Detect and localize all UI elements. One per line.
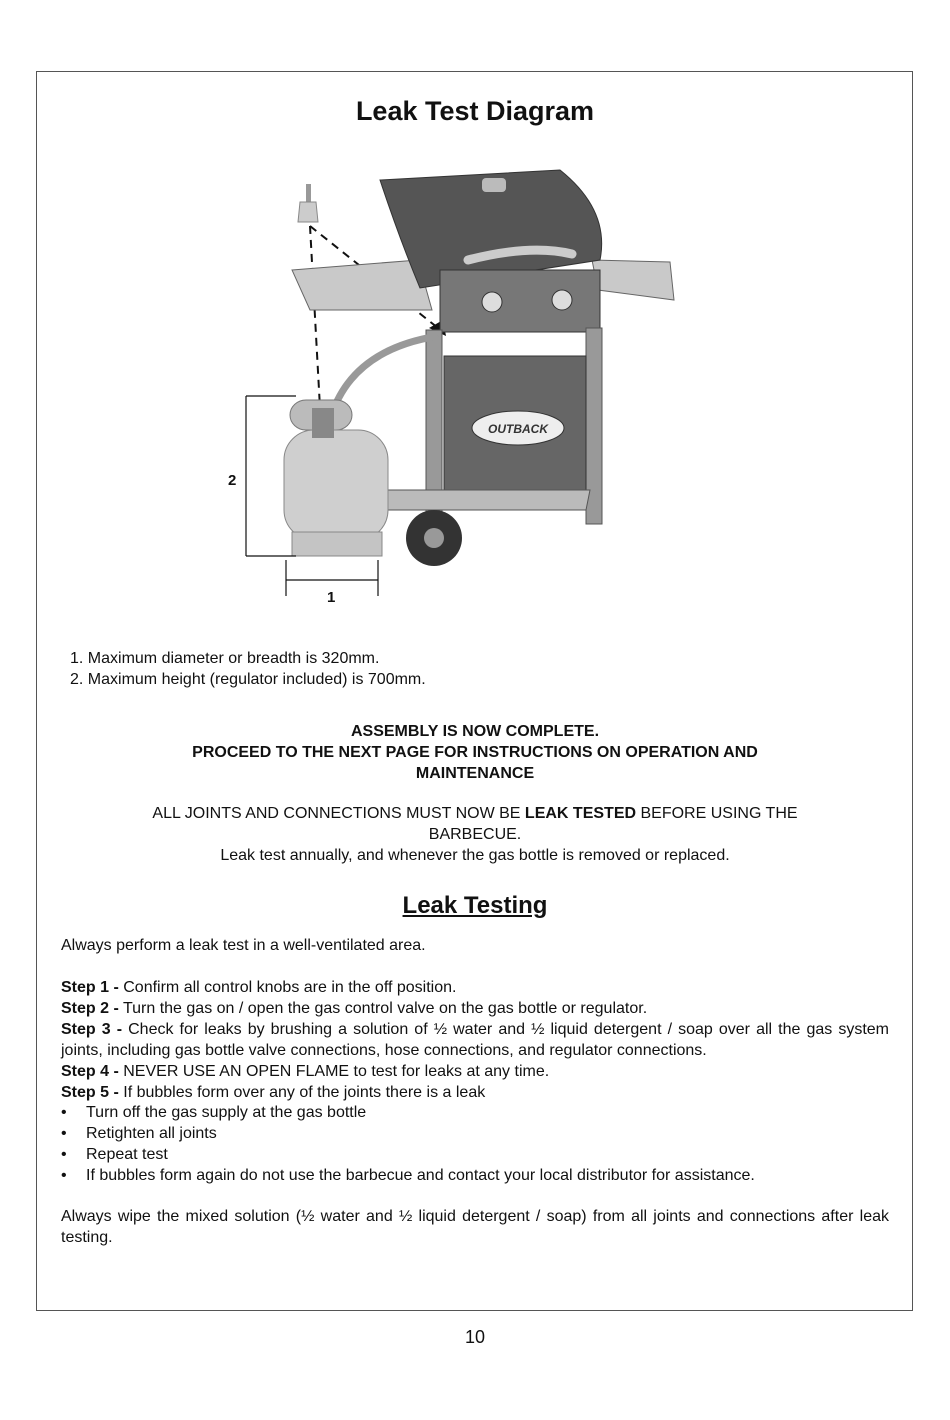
notice-line: PROCEED TO THE NEXT PAGE FOR INSTRUCTIONS ON OPERATION AND [192,744,758,761]
bullet-icon: • [61,1167,67,1184]
list-item: 2. Maximum height (regulator included) is 700mm. [70,671,426,688]
list-item: 1. Maximum diameter or breadth is 320mm. [70,650,380,667]
brand-badge: OUTBACK [488,422,548,436]
step-text: Check for leaks by brushing a solution of ½ water and ½ liquid detergent / soap over all the gas system joints, including gas bottle valve connections, hose connections, and regulator connections. [61,1021,889,1059]
bullet-icon: • [61,1104,67,1121]
page-number: 10 [464,1327,486,1347]
step-label: Step 5 - [61,1084,119,1101]
step-text: Confirm all control knobs are in the off position. [118,979,457,996]
step-item [61,1082,889,1103]
leak-test-diagram [200,160,680,610]
step-item [61,998,889,1019]
assembly-complete-notice [60,721,890,784]
list-item: • Turn off the gas supply at the gas bottle [61,1104,367,1121]
step-label: Step 4 - [61,1063,119,1080]
warning-emphasis: LEAK TESTED [524,805,637,822]
warning-text: BARBECUE. [428,826,522,843]
step-label: Step 3 - [61,1021,123,1038]
bottle-limits-list [70,648,426,690]
step-item [61,1061,889,1082]
bullet-icon: • [61,1125,67,1142]
page-title: Leak Test Diagram [355,96,595,126]
step-label: Step 2 - [61,1000,119,1017]
warning-text: Leak test annually, and whenever the gas bottle is removed or replaced. [220,847,730,864]
bullet-icon: • [61,1146,67,1163]
closing-text: Always wipe the mixed solution (½ water and ½ liquid detergent / soap) from all joints and connections after leak testing. [61,1208,889,1246]
list-item: • Repeat test [61,1146,168,1163]
step-text: Turn the gas on / open the gas control valve on the gas bottle or regulator. [118,1000,648,1017]
step-item [61,977,889,998]
list-item: • If bubbles form again do not use the barbecue and contact your local distributor for assistance. [61,1167,755,1184]
intro-text: Always perform a leak test in a well-ventilated area. [61,937,426,954]
warning-text: BEFORE USING THE [636,805,798,822]
step-label: Step 1 - [61,979,119,996]
gas-bottle [284,400,388,556]
notice-line: ASSEMBLY IS NOW COMPLETE. [350,723,600,740]
leak-action-bullets [61,1102,755,1186]
step-item [61,1019,889,1061]
leak-test-warning [60,803,890,866]
warning-text: ALL JOINTS AND CONNECTIONS MUST NOW BE [152,805,525,822]
step-text: NEVER USE AN OPEN FLAME to test for leaks at any time. [118,1063,550,1080]
steps-list [61,977,889,1103]
notice-line: MAINTENANCE [415,765,535,782]
step-text: If bubbles form over any of the joints there is a leak [118,1084,486,1101]
section-heading: Leak Testing [402,892,548,919]
diameter-dimension-label: 1 [327,589,336,606]
height-dimension-label: 2 [228,472,237,489]
list-item: • Retighten all joints [61,1125,217,1142]
brush-icon [298,184,318,222]
